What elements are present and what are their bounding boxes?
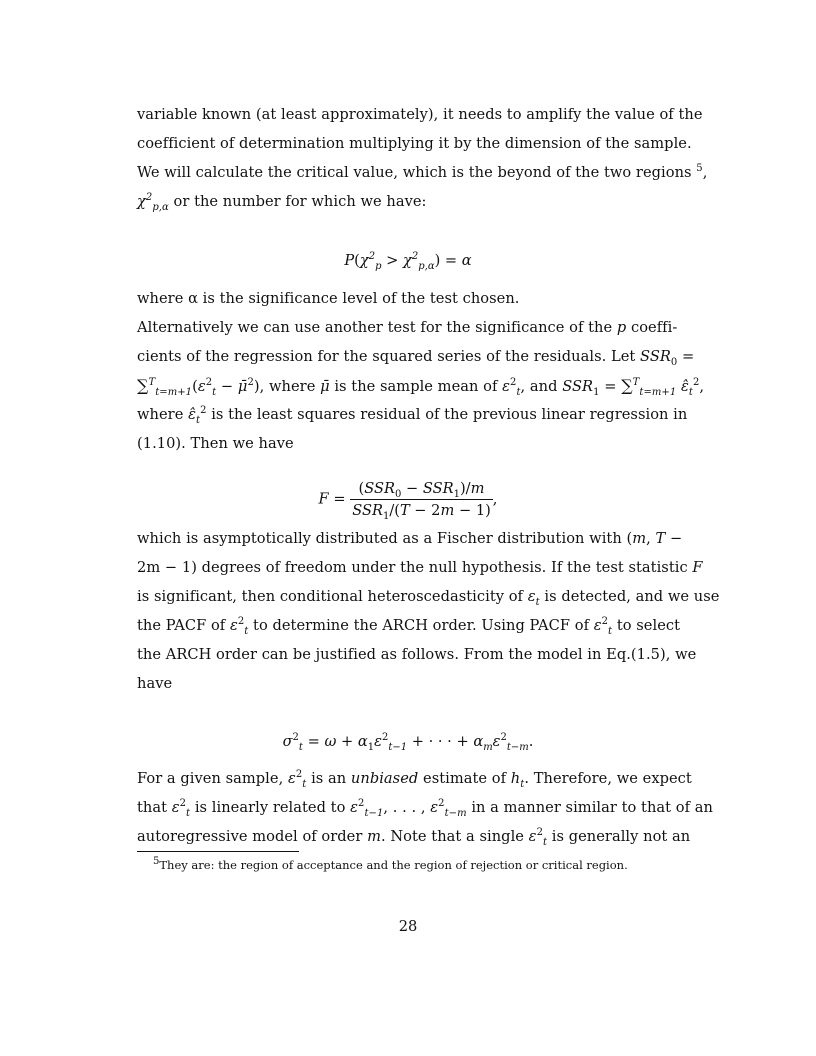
text-line-3	[137, 163, 708, 182]
text-line-18: that $\varepsilon^2_t$ is linearly related to $\varepsilon^2_{t-1}$, . . . , $\varepsilon^2_{t-m}$ in a manner similar to that of an	[137, 798, 713, 819]
text: is detected, and we use	[544, 588, 720, 605]
text: where	[268, 378, 316, 395]
text: have	[137, 675, 173, 692]
text: 2m − 1) degrees of freedom under the null hypothesis. If the test statistic	[137, 559, 688, 576]
text-line-17: For a given sample, $\varepsilon^2_t$ is an unbiased estimate of $h_t$. Therefore, we expect	[137, 769, 692, 790]
text-line-16	[137, 675, 657, 693]
text-line-8: $\sum^T_{t=m+1}(\varepsilon^2_t$ − μ̄$^2$), where μ̄ is the sample mean of $\varepsilon^2_t$, and $SSR_1 = \sum^T_{t=m+1}$ $\varepsilon̂_t^2$,	[137, 376, 705, 398]
footnote	[153, 858, 628, 872]
text-line-9: where $\varepsilon̂_t^2$ is the least squares residual of the previous linear regression in	[137, 405, 688, 426]
text: the PACF of	[137, 617, 226, 634]
text-line-11: which is asymptotically distributed as a Fischer distribution with (m, T −	[137, 530, 683, 547]
text: . Therefore, we expect	[524, 770, 692, 787]
text-line-6: Alternatively we can use another test for the significance of the p coeffi-	[137, 319, 678, 336]
text: variable known (at least approximately), it needs to amplify the value of the	[137, 106, 703, 123]
text: Alternatively we can use another test for the significance of the	[137, 319, 613, 336]
fraction: $\frac{(SSR_0 - SSR_1)/m}{SSR_1/(T - 2m - 1)}$	[352, 480, 491, 522]
text: is linearly related to	[194, 799, 346, 816]
text-line-1	[137, 106, 703, 124]
text: is the sample mean of	[334, 378, 498, 395]
footnote-rule	[137, 851, 299, 852]
text: in a manner similar to that of an	[471, 799, 713, 816]
text-line-15	[137, 646, 697, 664]
text-line-19: autoregressive model of order m. Note that a single $\varepsilon^2_t$ is generally not an	[137, 827, 691, 848]
text: is an	[311, 770, 347, 787]
text: cients of the regression for the squared series of the residuals. Let	[137, 348, 636, 365]
text-line-14: the PACF of $\varepsilon^2_t$ to determine the ARCH order. Using PACF of $\varepsilon^2_t$ to select	[137, 616, 681, 637]
text: or the number for which we have:	[173, 193, 427, 210]
math-chi: $\chi^2_{p,\alpha}$	[137, 192, 169, 213]
text: . Note that a single	[380, 828, 524, 845]
text: which is asymptotically distributed as a Fischer distribution with	[137, 530, 622, 547]
equation-arch-variance: $\sigma^2_t = \omega + \alpha_1\varepsilon^2_{t-1}$ + · · · + $\alpha_m\varepsilon^2_{t-m}$.	[282, 732, 534, 753]
text: autoregressive model of order	[137, 828, 363, 845]
footnote-mark: 5	[153, 856, 160, 868]
text: estimate of	[423, 770, 507, 787]
equation-f-statistic: F = $\frac{(SSR_0 - SSR_1)/m}{SSR_1/(T - 2m - 1)}$ ,	[318, 480, 498, 522]
text: is generally not an	[551, 828, 691, 845]
equation-chi-probability: $P(\chi^2_p > \chi^2_{p,\alpha}) = \alpha$	[344, 251, 472, 272]
text-line-4	[137, 193, 657, 211]
text: where α is the significance level of the test chosen.	[137, 290, 520, 307]
text-line-12: 2m − 1) degrees of freedom under the null hypothesis. If the test statistic F	[137, 559, 703, 576]
text-line-2	[137, 135, 692, 153]
text-line-13: is significant, then conditional heteroscedasticity of $\varepsilon_t$ is detected, and we use	[137, 588, 720, 608]
text: For a given sample,	[137, 770, 284, 787]
text: the ARCH order can be justified as follows. From the model in Eq.(1.5), we	[137, 646, 697, 663]
text: ,	[702, 164, 708, 181]
text: where	[137, 406, 184, 423]
text-line-5	[137, 290, 657, 308]
text: to select	[616, 617, 681, 634]
footnote-ref: 5	[696, 163, 703, 175]
footnote-text: They are: the region of acceptance and the region of rejection or critical region.	[159, 858, 628, 872]
text: is the least squares residual of the previous linear regression in	[211, 406, 688, 423]
text: is significant, then conditional heteroscedasticity of	[137, 588, 524, 605]
text-line-7: cients of the regression for the squared series of the residuals. Let $SSR_0$ =	[137, 348, 695, 368]
text: that	[137, 799, 168, 816]
text: We will calculate the critical value, which is the beyond of the two regions	[137, 164, 692, 181]
text: (1.10). Then we have	[137, 435, 294, 452]
emphasis: unbiased	[350, 770, 419, 787]
text: to determine the ARCH order. Using PACF of	[253, 617, 590, 634]
page-number: 28	[398, 918, 418, 935]
text: , and	[520, 378, 558, 395]
text-line-10	[137, 435, 657, 453]
text: coefficient of determination multiplying it by the dimension of the sample.	[137, 135, 692, 152]
text: coeffi-	[630, 319, 678, 336]
